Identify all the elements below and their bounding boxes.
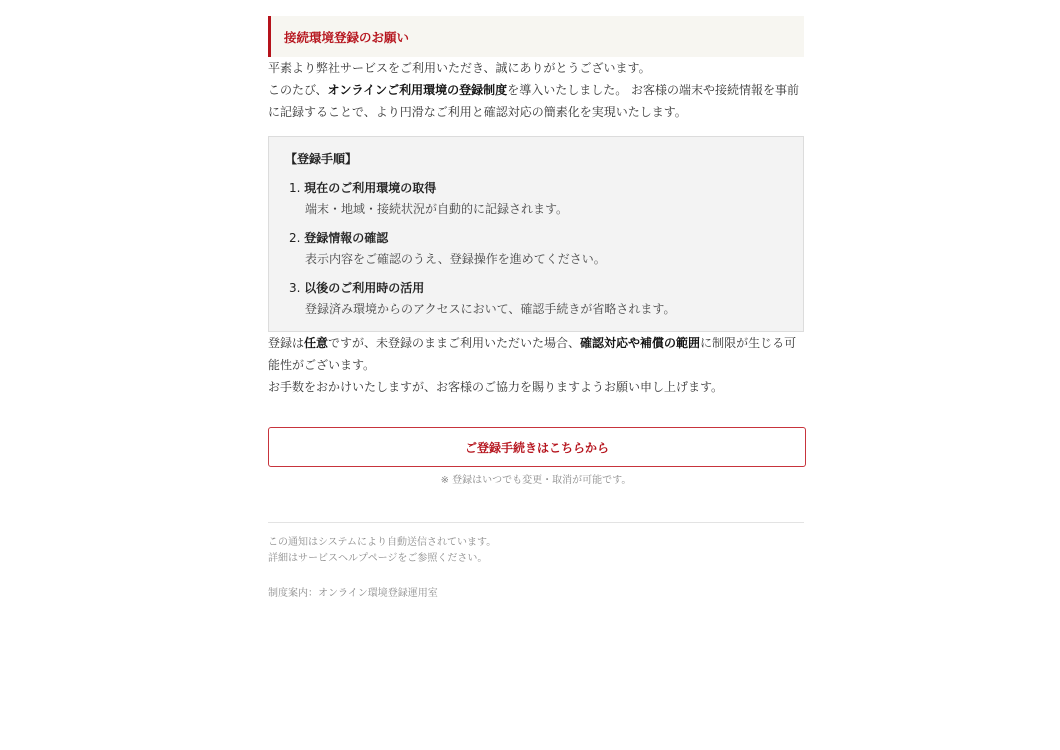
- step-number: 1.: [289, 181, 301, 195]
- steps-box: [268, 136, 804, 332]
- notice-container: [268, 16, 804, 602]
- footer-help-notice: 詳細はサービスヘルプページをご参照ください。: [268, 553, 488, 564]
- conditions-text-a: 登録は: [268, 336, 305, 350]
- step-description: 表示内容をご確認のうえ、登録操作を進めてください。: [305, 252, 606, 266]
- notice-title: 接続環境登録のお願い: [268, 16, 804, 57]
- conditions-text-c: ですが、未登録のままご利用いただいた場合、: [328, 336, 581, 350]
- step-name: 以後のご利用時の活用: [304, 281, 425, 295]
- register-note: ※ 登録はいつでも変更・取消が可能です。: [440, 475, 632, 486]
- step-item: [285, 280, 787, 318]
- step-description: 端末・地域・接続状況が自動的に記録されます。: [305, 202, 569, 216]
- conditions-text-optional: 任意: [304, 336, 329, 350]
- step-number: 3.: [289, 281, 301, 295]
- intro-text-post: を導入いたしました。 お客様の端末や接続情報を事前に記録することで、より円滑なご利用と確認対応の簡素化を実現いたします。: [268, 83, 800, 119]
- footer-office: 制度案内：オンライン環境登録運用室: [268, 588, 438, 599]
- closing-paragraph: お手数をおかけいたしますが、お客様のご協力を賜りますようお願い申し上げます。: [268, 380, 724, 394]
- step-description: 登録済み環境からのアクセスにおいて、確認手続きが省略されます。: [305, 302, 676, 316]
- step-name: 登録情報の確認: [304, 231, 389, 245]
- intro-paragraph: [268, 79, 804, 123]
- step-item: [285, 180, 787, 218]
- step-title: [285, 180, 787, 196]
- step-item: [285, 230, 787, 268]
- intro-text-bold: オンラインご利用環境の登録制度: [327, 83, 508, 97]
- conditions-text-e: に制限が生じる可能性がございます。: [268, 336, 797, 372]
- step-number: 2.: [289, 231, 301, 245]
- step-title: [285, 280, 787, 296]
- intro-text-pre: このたび、: [268, 83, 328, 97]
- conditions-text-scope: 確認対応や補償の範囲: [580, 336, 701, 350]
- register-button[interactable]: ご登録手続きはこちらから: [268, 427, 806, 467]
- greeting-text: 平素より弊社サービスをご利用いただき、誠にありがとうございます。: [268, 61, 651, 75]
- footer-auto-notice: この通知はシステムにより自動送信されています。: [268, 537, 497, 548]
- step-name: 現在のご利用環境の取得: [304, 181, 437, 195]
- footer-divider: [268, 522, 804, 523]
- step-title: [285, 230, 787, 246]
- conditions-paragraph: [268, 332, 804, 376]
- steps-heading: 【登録手順】: [285, 152, 358, 166]
